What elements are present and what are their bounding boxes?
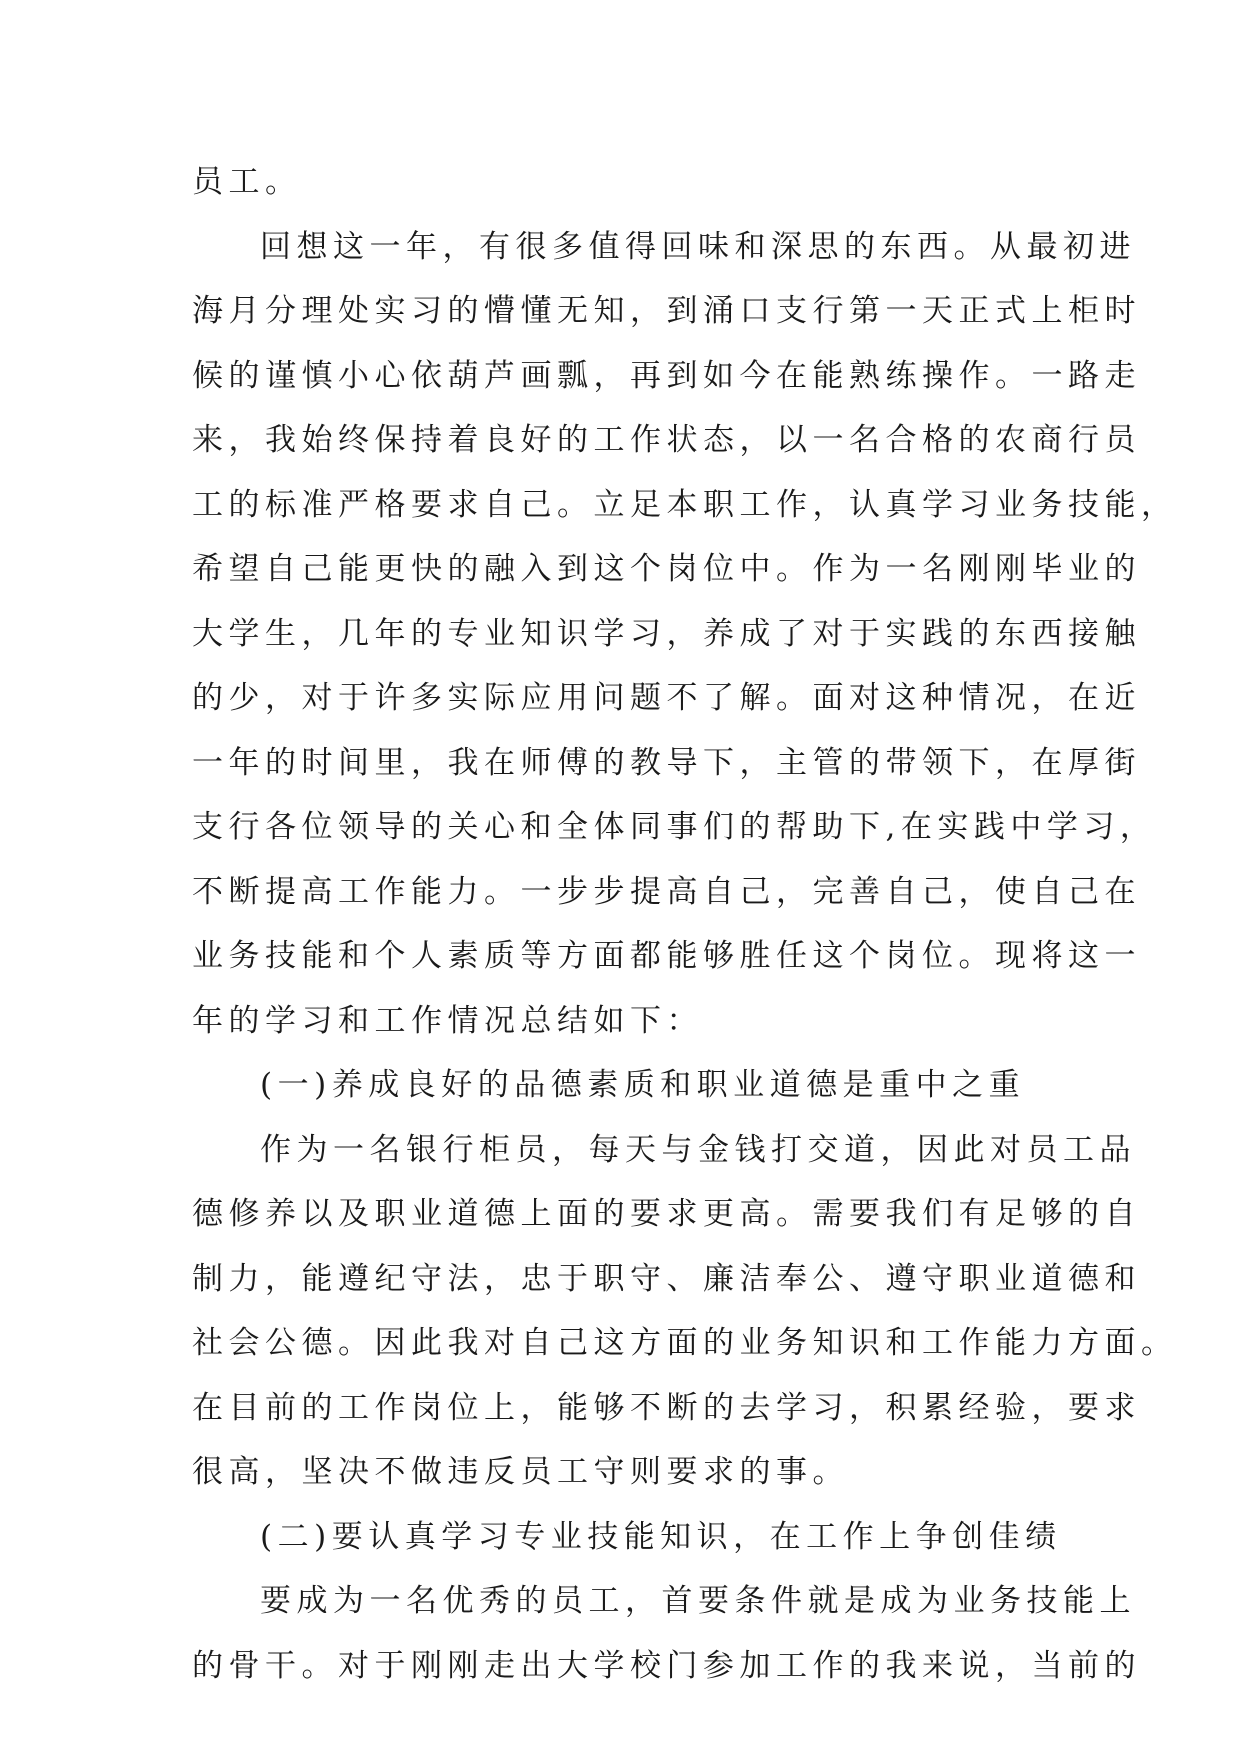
text-line: 制力，能遵纪守法，忠于职守、廉洁奉公、遵守职业道德和 bbox=[192, 1260, 1141, 1297]
text-line: 不断提高工作能力。一步步提高自己，完善自己，使自己在 bbox=[192, 873, 1141, 910]
text-line: 很高，坚决不做违反员工守则要求的事。 bbox=[192, 1454, 849, 1490]
text-line: 的少，对于许多实际应用问题不了解。面对这种情况，在近 bbox=[192, 680, 1141, 716]
text-line: 候的谨慎小心依葫芦画瓢，再到如今在能熟练操作。一路走 bbox=[192, 357, 1141, 394]
text-line: 一年的时间里，我在师傅的教导下，主管的带领下，在厚街 bbox=[192, 744, 1141, 781]
text-line: 的骨干。对于刚刚走出大学校门参加工作的我来说，当前的 bbox=[192, 1647, 1141, 1684]
text-line: 工的标准严格要求自己。立足本职工作，认真学习业务技能， bbox=[192, 486, 1178, 523]
text-line: 德修养以及职业道德上面的要求更高。需要我们有足够的自 bbox=[192, 1196, 1141, 1232]
body-text bbox=[192, 150, 1178, 1698]
text-line: 回想这一年，有很多值得回味和深思的东西。从最初进 bbox=[260, 228, 1136, 265]
text-line: 支行各位领导的关心和全体同事们的帮助下,在实践中学习， bbox=[192, 809, 1157, 845]
text-line: 海月分理处实习的懵懂无知，到涌口支行第一天正式上柜时 bbox=[192, 293, 1141, 329]
section-heading-1: (一)养成良好的品德素质和职业道德是重中之重 bbox=[260, 1067, 1026, 1103]
text-line: 年的学习和工作情况总结如下： bbox=[192, 1002, 703, 1039]
text-line: 大学生，几年的专业知识学习，养成了对于实践的东西接触 bbox=[192, 615, 1141, 652]
text-line: 希望自己能更快的融入到这个岗位中。作为一名刚刚毕业的 bbox=[192, 551, 1141, 587]
text-line: 社会公德。因此我对自己这方面的业务知识和工作能力方面。 bbox=[192, 1325, 1178, 1361]
text-line: 在目前的工作岗位上，能够不断的去学习，积累经验，要求 bbox=[192, 1389, 1141, 1426]
text-line: 业务技能和个人素质等方面都能够胜任这个岗位。现将这一 bbox=[192, 938, 1141, 974]
text-line: 员工。 bbox=[192, 164, 302, 200]
text-line: 要成为一名优秀的员工，首要条件就是成为业务技能上 bbox=[260, 1583, 1136, 1619]
section-heading-2: (二)要认真学习专业技能知识，在工作上争创佳绩 bbox=[260, 1518, 1062, 1555]
text-line: 作为一名银行柜员，每天与金钱打交道，因此对员工品 bbox=[260, 1131, 1136, 1168]
text-line: 来，我始终保持着良好的工作状态，以一名合格的农商行员 bbox=[192, 422, 1141, 458]
